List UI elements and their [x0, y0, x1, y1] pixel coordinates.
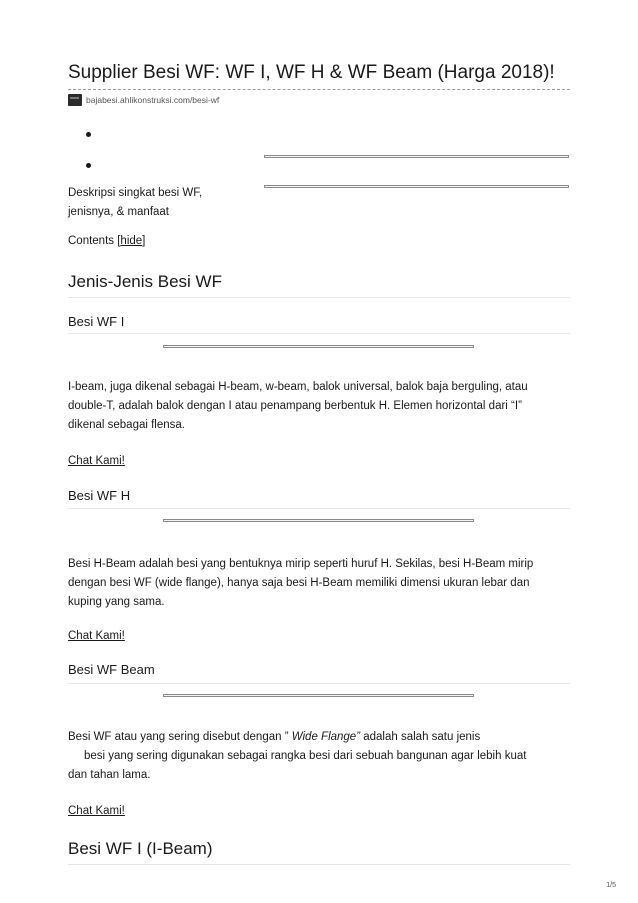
table-of-contents: [68, 235, 145, 247]
paragraph-line: dan tahan lama.: [68, 769, 151, 781]
paragraph-line: besi yang sering digunakan sebagai rangka besi dari sebuah bangunan agar lebih kuat: [84, 750, 527, 762]
section-heading-wf-i: Besi WF I: [68, 314, 125, 329]
paragraph-line: I-beam, juga dikenal sebagai H-beam, w-beam, balok universal, balok baja berguling, atau: [68, 381, 528, 393]
image-placeholder: [163, 694, 474, 697]
description-line: Deskripsi singkat besi WF,: [68, 187, 203, 199]
heading-rule: [68, 297, 570, 298]
description-line: jenisnya, & manfaat: [68, 206, 170, 218]
image-placeholder: [163, 519, 474, 522]
image-placeholder: [264, 155, 569, 158]
chat-link-paragraph: [68, 802, 125, 821]
image-placeholder: [264, 185, 569, 188]
contents-bracket: ]: [142, 235, 146, 247]
bullet-icon: [86, 163, 91, 168]
paragraph-line: [68, 728, 480, 747]
paragraph-line: kuping yang sama.: [68, 596, 165, 608]
chat-link-paragraph: [68, 452, 125, 471]
section-heading-jenis: Jenis-Jenis Besi WF: [68, 272, 222, 291]
source-row: [68, 93, 219, 107]
paragraph-text: adalah salah satu jenis: [360, 731, 481, 743]
bullet-icon: [86, 132, 91, 137]
paragraph-line: dengan besi WF (wide flange), hanya saja besi H-Beam memiliki dimensi ukuran lebar dan: [68, 577, 530, 589]
chat-link[interactable]: Chat Kami!: [68, 630, 125, 642]
heading-rule: [68, 864, 570, 865]
paragraph-text: Besi WF atau yang sering disebut dengan ”: [68, 731, 292, 743]
paragraph-line: Besi H-Beam adalah besi yang bentuknya mirip seperti huruf H. Sekilas, besi H-Beam mirip: [68, 558, 534, 570]
contents-label: Contents [: [68, 235, 121, 247]
chat-link[interactable]: Chat Kami!: [68, 455, 125, 467]
site-favicon-icon: [68, 94, 82, 106]
paragraph-line: dikenal sebagai flensa.: [68, 419, 185, 431]
chat-link[interactable]: Chat Kami!: [68, 805, 125, 817]
section-heading-wf-beam: Besi WF Beam: [68, 662, 155, 677]
heading-rule: [68, 683, 570, 684]
emphasis-text: Wide Flange”: [291, 731, 361, 743]
paragraph-line: double-T, adalah balok dengan I atau penampang berbentuk H. Elemen horizontal dari “I”: [68, 400, 522, 412]
title-divider: [68, 89, 570, 90]
chat-link-paragraph: [68, 627, 125, 646]
heading-rule: [68, 333, 570, 334]
heading-rule: [68, 508, 570, 509]
page-title: Supplier Besi WF: WF I, WF H & WF Beam (Harga 2018)!: [68, 62, 555, 83]
section-heading-wf-i-beam: Besi WF I (I-Beam): [68, 839, 213, 858]
section-heading-wf-h: Besi WF H: [68, 488, 131, 503]
contents-hide-link[interactable]: hide: [120, 235, 143, 247]
image-placeholder: [163, 345, 474, 348]
page-number: 1/5: [606, 882, 616, 889]
source-url[interactable]: bajabesi.ahlikonstruksi.com/besi-wf: [86, 95, 220, 105]
